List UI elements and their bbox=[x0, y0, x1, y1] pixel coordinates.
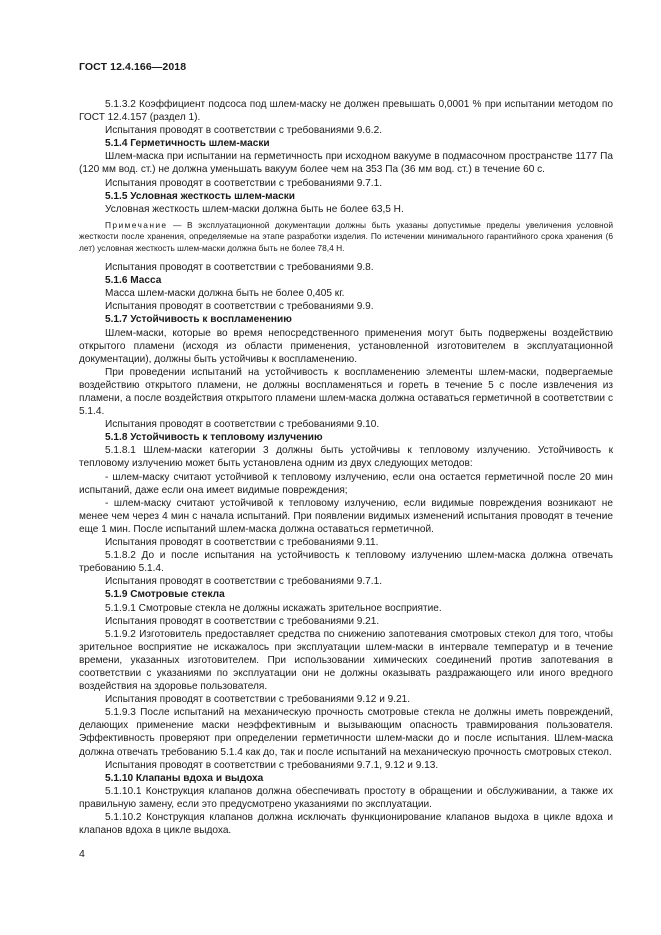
paragraph-5-1-3-2: 5.1.3.2 Коэффициент подсоса под шлем-маску не должен превышать 0,0001 % при испытании методом по ГОСТ 12.4.157 (раздел 1). bbox=[79, 99, 613, 124]
paragraph-5-1-9-2: 5.1.9.2 Изготовитель предоставляет средства по снижению запотевания смотровых стекол для того, чтобы зрительное восприятие не искажалось при эксплуатации шлем-маски в интервале температур и в течение времени, указанных изготовителем. При использовании химических соединений против запотевания в соответствии с указаниями по эксплуатации они не должны оказывать раздражающего или иного вредного воздействия на здоровье пользователя. bbox=[79, 628, 613, 693]
heading-5-1-6: 5.1.6 Масса bbox=[105, 275, 162, 287]
paragraph-5-1-10-2: 5.1.10.2 Конструкция клапанов должна исключать функционирование клапанов выдоха в цикле вдоха и клапанов вдоха в цикле выдоха. bbox=[79, 812, 613, 837]
test-reference: Испытания проводят в соответствии с требованиями 9.12 и 9.21. bbox=[105, 694, 411, 706]
paragraph-flame-1: Шлем-маски, которые во время непосредственного применения могут быть подвержены воздействию открытого пламени (исходя из области применения, установленной изготовителем в эксплуатационной документации), должны быть устойчивы к воспламенению. bbox=[79, 327, 613, 365]
test-reference: Испытания проводят в соответствии с требованиями 9.7.1, 9.12 и 9.13. bbox=[105, 759, 439, 771]
document-body bbox=[79, 98, 613, 837]
test-reference: Испытания проводят в соответствии с требованиями 9.21. bbox=[105, 615, 380, 627]
heading-5-1-8: 5.1.8 Устойчивость к тепловому излучению bbox=[105, 432, 323, 444]
paragraph-mass: Масса шлем-маски должна быть не более 0,405 кг. bbox=[105, 288, 345, 300]
paragraph-5-1-8-1: 5.1.8.1 Шлем-маски категории 3 должны быть устойчивы к тепловому излучению. Устойчивость к тепловому излучению может быть установлена одним из двух следующих методов: bbox=[79, 445, 613, 470]
test-reference: Испытания проводят в соответствии с требованиями 9.11. bbox=[105, 537, 379, 549]
paragraph-5-1-9-3: 5.1.9.3 После испытаний на механическую прочность смотровые стекла не должны иметь повреждений, делающих применение маски неэффективным и вызывающим опасность травмирования пользователя. Эффективность проверяют при определении герметичности шлем-маски до и после испытания. Шлем-маска должна отвечать требованию 5.1.4 как до, так и после испытаний на механическую прочность смотровых стекол. bbox=[79, 707, 613, 758]
test-reference: Испытания проводят в соответствии с требованиями 9.8. bbox=[105, 262, 374, 274]
heading-5-1-9: 5.1.9 Смотровые стекла bbox=[105, 589, 225, 601]
heading-5-1-10: 5.1.10 Клапаны вдоха и выдоха bbox=[105, 772, 264, 784]
paragraph-flame-2: При проведении испытаний на устойчивость к воспламенению элементы шлем-маски, подвергаемые воздействию открытого пламени, не должны воспламеняться и гореть в течение 5 с после извлечения из пламени, а после воздействия открытого пламени шлем-маска должна оставаться герметичной в соответствии с 5.1.4. bbox=[79, 366, 613, 418]
paragraph-tightness: Шлем-маска при испытании на герметичность при исходном вакууме в подмасочном пространстве 1177 Па (120 мм вод. ст.) не должна уменьшать вакуум более чем на 353 Па (36 мм вод. ст.) в течение 60 с. bbox=[79, 151, 613, 176]
paragraph-5-1-8-2: 5.1.8.2 До и после испытания на устойчивость к тепловому излучению шлем-маска должна отвечать требованию 5.1.4. bbox=[79, 550, 613, 575]
heading-5-1-7: 5.1.7 Устойчивость к воспламенению bbox=[105, 314, 292, 326]
heading-5-1-5: 5.1.5 Условная жесткость шлем-маски bbox=[105, 190, 295, 202]
test-reference: Испытания проводят в соответствии с требованиями 9.6.2. bbox=[105, 125, 383, 137]
list-item: - шлем-маску считают устойчивой к тепловому излучению, если видимые повреждения возникают не менее чем через 4 мин с начала испытаний. При появлении видимых изменений испытания проводят в течение еще 1 мин. После испытаний шлем-маска должна оставаться герметичной. bbox=[79, 497, 613, 535]
paragraph-stiffness: Условная жесткость шлем-маски должна быть не более 63,5 Н. bbox=[105, 203, 404, 215]
test-reference: Испытания проводят в соответствии с требованиями 9.7.1. bbox=[105, 177, 383, 189]
page-number: 4 bbox=[79, 848, 85, 860]
heading-5-1-4: 5.1.4 Герметичность шлем-маски bbox=[105, 138, 270, 150]
note-text: — В эксплуатационной документации должны быть указаны допустимые пределы увеличения условной жесткости после хранения, определяемые на этапе разработки изделия. По истечении минимального гарантийного срока хранения (6 лет) условная жесткость шлем-маски должна быть не более 78,4 Н. bbox=[79, 219, 613, 253]
page-header: ГОСТ 12.4.166—2018 bbox=[79, 61, 187, 73]
note-label: Примечание bbox=[105, 219, 168, 230]
test-reference: Испытания проводят в соответствии с требованиями 9.10. bbox=[105, 419, 380, 431]
list-item: - шлем-маску считают устойчивой к тепловому излучению, если она остается герметичной после 20 мин испытаний, даже если она имеет видимые повреждения; bbox=[79, 471, 613, 496]
paragraph-5-1-9-1: 5.1.9.1 Смотровые стекла не должны искажать зрительное восприятие. bbox=[105, 602, 442, 614]
test-reference: Испытания проводят в соответствии с требованиями 9.7.1. bbox=[105, 576, 383, 588]
test-reference: Испытания проводят в соответствии с требованиями 9.9. bbox=[105, 301, 374, 313]
note-block bbox=[79, 220, 613, 254]
paragraph-5-1-10-1: 5.1.10.1 Конструкция клапанов должна обеспечивать простоту в обращении и обслуживании, а также их правильную замену, если это предусмотрено указаниями по эксплуатации. bbox=[79, 785, 613, 810]
